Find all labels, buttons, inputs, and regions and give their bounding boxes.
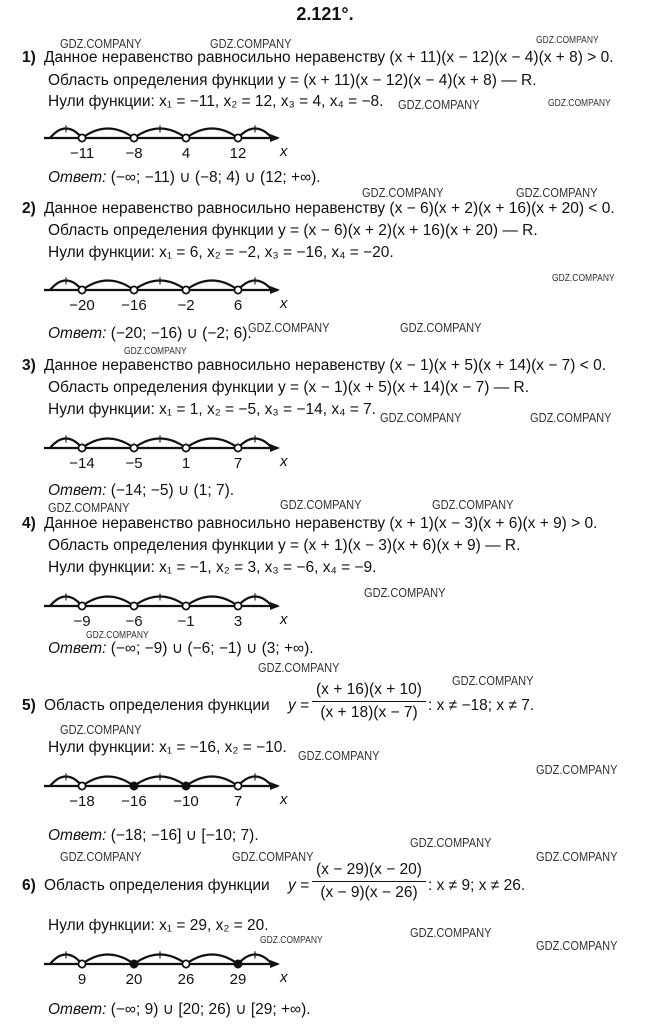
axis-arrow [270, 134, 280, 142]
watermark: GDZ.COMPANY [536, 938, 618, 953]
watermark: GDZ.COMPANY [536, 849, 618, 864]
watermark: GDZ.COMPANY [516, 185, 598, 200]
problem-5-statement: 5) Область определения функции [22, 697, 270, 714]
interval-sign: − [103, 431, 113, 448]
open-point [234, 602, 241, 609]
point-label: 4 [181, 145, 191, 162]
watermark: GDZ.COMPANY [86, 630, 149, 641]
interval-sign: + [61, 589, 71, 606]
point-label: −20 [69, 297, 95, 314]
problem-4-statement: 4) Данное неравенство равносильно неравенству (x + 1)(x − 3)(x + 6)(x + 9) > 0. [22, 515, 598, 532]
interval-sign: + [155, 769, 165, 786]
open-point [78, 286, 85, 293]
interval-sign: − [103, 273, 113, 290]
watermark: GDZ.COMPANY [232, 849, 314, 864]
interval-sign: + [155, 121, 165, 138]
point-label: 12 [229, 145, 247, 162]
interval-sign: + [155, 589, 165, 606]
watermark: GDZ.COMPANY [48, 500, 130, 515]
watermark: GDZ.COMPANY [60, 36, 142, 51]
problem-2-zeros: Нули функции: x₁ = 6, x₂ = −2, x₃ = −16, x₄ = −20. [48, 244, 394, 261]
watermark: GDZ.COMPANY [410, 925, 492, 940]
watermark: GDZ.COMPANY [280, 497, 362, 512]
axis-variable-label: x [280, 611, 288, 628]
open-point [234, 286, 241, 293]
open-point [78, 960, 85, 967]
interval-sign: − [207, 947, 217, 964]
problem-2-answer: Ответ: (−20; −16) ∪ (−2; 6). [48, 325, 252, 342]
problem-5-answer: Ответ: (−18; −16] ∪ [−10; 7). [48, 827, 259, 844]
interval-sign: + [250, 273, 260, 290]
point-label: 1 [181, 455, 191, 472]
watermark: GDZ.COMPANY [432, 497, 514, 512]
open-point [130, 286, 137, 293]
watermark: GDZ.COMPANY [380, 410, 462, 425]
interval-sign: − [103, 947, 113, 964]
problem-6-answer: Ответ: (−∞; 9) ∪ [20; 26) ∪ [29; +∞). [48, 1001, 311, 1018]
interval-sign: + [250, 589, 260, 606]
problem-number: 5) [22, 697, 36, 714]
point-label: −9 [73, 613, 91, 630]
open-point [130, 444, 137, 451]
watermark: GDZ.COMPANY [552, 273, 615, 284]
point-label: −16 [121, 793, 147, 810]
open-point [130, 602, 137, 609]
interval-sign: − [103, 769, 113, 786]
problem-1-number-line [40, 118, 290, 164]
problem-2-statement: 2) Данное неравенство равносильно неравенству (x − 6)(x + 2)(x + 16)(x + 20) < 0. [22, 200, 615, 217]
problem-5-fraction [312, 681, 426, 722]
problem-2-number-line [40, 270, 290, 316]
interval-sign: + [61, 769, 71, 786]
problem-1-zeros: Нули функции: x₁ = −11, x₂ = 12, x₃ = 4, x₄ = −8. [48, 93, 384, 110]
watermark: GDZ.COMPANY [398, 97, 480, 112]
problem-5-number-line [40, 766, 290, 812]
interval-sign: − [207, 431, 217, 448]
watermark: GDZ.COMPANY [258, 660, 340, 675]
interval-sign: − [103, 589, 113, 606]
open-point [78, 602, 85, 609]
point-label: −18 [69, 793, 95, 810]
problem-6-condition: : x ≠ 9; x ≠ 26. [428, 877, 526, 894]
problem-5-zeros: Нули функции: x₁ = −16, x₂ = −10. [48, 739, 287, 756]
open-point [182, 960, 189, 967]
axis-variable-label: x [280, 969, 288, 986]
interval-sign: + [250, 769, 260, 786]
problem-2-domain: Область определения функции y = (x − 6)(x + 2)(x + 16)(x + 20) — R. [48, 222, 538, 239]
open-point [182, 134, 189, 141]
watermark: GDZ.COMPANY [298, 748, 380, 763]
interval-sign: + [250, 431, 260, 448]
open-point [78, 444, 85, 451]
point-label: −10 [173, 793, 199, 810]
problem-1-domain: Область определения функции y = (x + 11)(x − 12)(x − 4)(x + 8) — R. [48, 72, 537, 89]
watermark: GDZ.COMPANY [410, 835, 492, 850]
problem-number: 3) [22, 357, 36, 374]
problem-title: 2.121°. [296, 4, 354, 24]
fraction-denominator: (x − 9)(x − 26) [320, 884, 418, 901]
problem-4-answer: Ответ: (−∞; −9) ∪ (−6; −1) ∪ (3; +∞). [48, 640, 314, 657]
point-label: −1 [177, 613, 195, 630]
watermark: GDZ.COMPANY [530, 410, 612, 425]
watermark: GDZ.COMPANY [364, 585, 446, 600]
watermark: GDZ.COMPANY [60, 722, 142, 737]
problem-number: 4) [22, 515, 36, 532]
interval-sign: − [207, 589, 217, 606]
axis-arrow [270, 782, 280, 790]
problem-4-zeros: Нули функции: x₁ = −1, x₂ = 3, x₃ = −6, x₄ = −9. [48, 559, 377, 576]
interval-sign: + [155, 431, 165, 448]
problem-3-domain: Область определения функции y = (x − 1)(x + 5)(x + 14)(x − 7) — R. [48, 379, 530, 396]
problem-6-fraction [312, 861, 426, 902]
filled-point [130, 960, 137, 967]
filled-point [130, 782, 137, 789]
interval-sign: + [155, 273, 165, 290]
point-label: 29 [229, 971, 247, 988]
interval-sign: + [61, 121, 71, 138]
problem-6-zeros: Нули функции: x₁ = 29, x₂ = 20. [48, 917, 269, 934]
point-label: 7 [233, 793, 243, 810]
axis-variable-label: x [280, 453, 288, 470]
watermark: GDZ.COMPANY [548, 98, 611, 109]
open-point [234, 782, 241, 789]
point-label: −11 [69, 145, 95, 162]
problem-number: 6) [22, 877, 36, 894]
fraction-numerator: (x − 29)(x − 20) [312, 861, 426, 882]
open-point [78, 782, 85, 789]
point-label: −14 [69, 455, 95, 472]
interval-sign: − [207, 121, 217, 138]
axis-arrow [270, 286, 280, 294]
point-label: 3 [233, 613, 243, 630]
open-point [182, 444, 189, 451]
problem-6-statement: 6) Область определения функции [22, 877, 270, 894]
interval-sign: + [250, 947, 260, 964]
watermark: GDZ.COMPANY [536, 762, 618, 777]
point-label: 6 [233, 297, 243, 314]
fraction-denominator: (x + 18)(x − 7) [320, 704, 418, 721]
problem-number: 2) [22, 200, 36, 217]
watermark: GDZ.COMPANY [124, 346, 187, 357]
open-point [234, 444, 241, 451]
watermark: GDZ.COMPANY [400, 320, 482, 335]
interval-sign: − [207, 769, 217, 786]
watermark: GDZ.COMPANY [260, 935, 323, 946]
watermark: GDZ.COMPANY [536, 35, 599, 46]
interval-sign: + [250, 121, 260, 138]
axis-variable-label: x [280, 295, 288, 312]
interval-sign: + [61, 273, 71, 290]
watermark: GDZ.COMPANY [60, 849, 142, 864]
problem-3-answer: Ответ: (−14; −5) ∪ (1; 7). [48, 482, 235, 499]
axis-variable-label: x [280, 143, 288, 160]
fraction-numerator: (x + 16)(x + 10) [312, 681, 426, 702]
open-point [182, 602, 189, 609]
axis-arrow [270, 602, 280, 610]
open-point [130, 134, 137, 141]
problem-6-y-eq: y = [288, 877, 310, 894]
point-label: 26 [177, 971, 195, 988]
watermark: GDZ.COMPANY [362, 185, 444, 200]
interval-sign: − [207, 273, 217, 290]
interval-sign: − [103, 121, 113, 138]
problem-4-domain: Область определения функции y = (x + 1)(x − 3)(x + 6)(x + 9) — R. [48, 537, 521, 554]
problem-5-y-eq: y = [288, 697, 310, 714]
open-point [234, 134, 241, 141]
problem-3-number-line [40, 428, 290, 474]
interval-sign: + [61, 947, 71, 964]
open-point [182, 286, 189, 293]
problem-1-statement: 1) Данное неравенство равносильно неравенству (x + 11)(x − 12)(x − 4)(x + 8) > 0. [22, 49, 614, 66]
problem-1-answer: Ответ: (−∞; −11) ∪ (−8; 4) ∪ (12; +∞). [48, 169, 321, 186]
point-label: 7 [233, 455, 243, 472]
axis-variable-label: x [280, 791, 288, 808]
watermark: GDZ.COMPANY [248, 320, 330, 335]
axis-arrow [270, 444, 280, 452]
problem-5-condition: : x ≠ −18; x ≠ 7. [428, 697, 535, 714]
problem-number: 1) [22, 49, 36, 66]
open-point [78, 134, 85, 141]
axis-arrow [270, 960, 280, 968]
problem-4-number-line [40, 586, 290, 632]
point-label: −6 [125, 613, 143, 630]
watermark: GDZ.COMPANY [210, 36, 292, 51]
watermark: GDZ.COMPANY [452, 673, 534, 688]
problem-3-zeros: Нули функции: x₁ = 1, x₂ = −5, x₃ = −14, x₄ = 7. [48, 401, 376, 418]
problem-6-number-line [40, 944, 290, 990]
point-label: −2 [177, 297, 195, 314]
point-label: −16 [121, 297, 147, 314]
interval-sign: + [61, 431, 71, 448]
point-label: 20 [125, 971, 143, 988]
filled-point [182, 782, 189, 789]
point-label: −5 [125, 455, 143, 472]
interval-sign: + [155, 947, 165, 964]
problem-3-statement: 3) Данное неравенство равносильно неравенству (x − 1)(x + 5)(x + 14)(x − 7) < 0. [22, 357, 607, 374]
point-label: 9 [77, 971, 87, 988]
point-label: −8 [125, 145, 143, 162]
filled-point [234, 960, 241, 967]
